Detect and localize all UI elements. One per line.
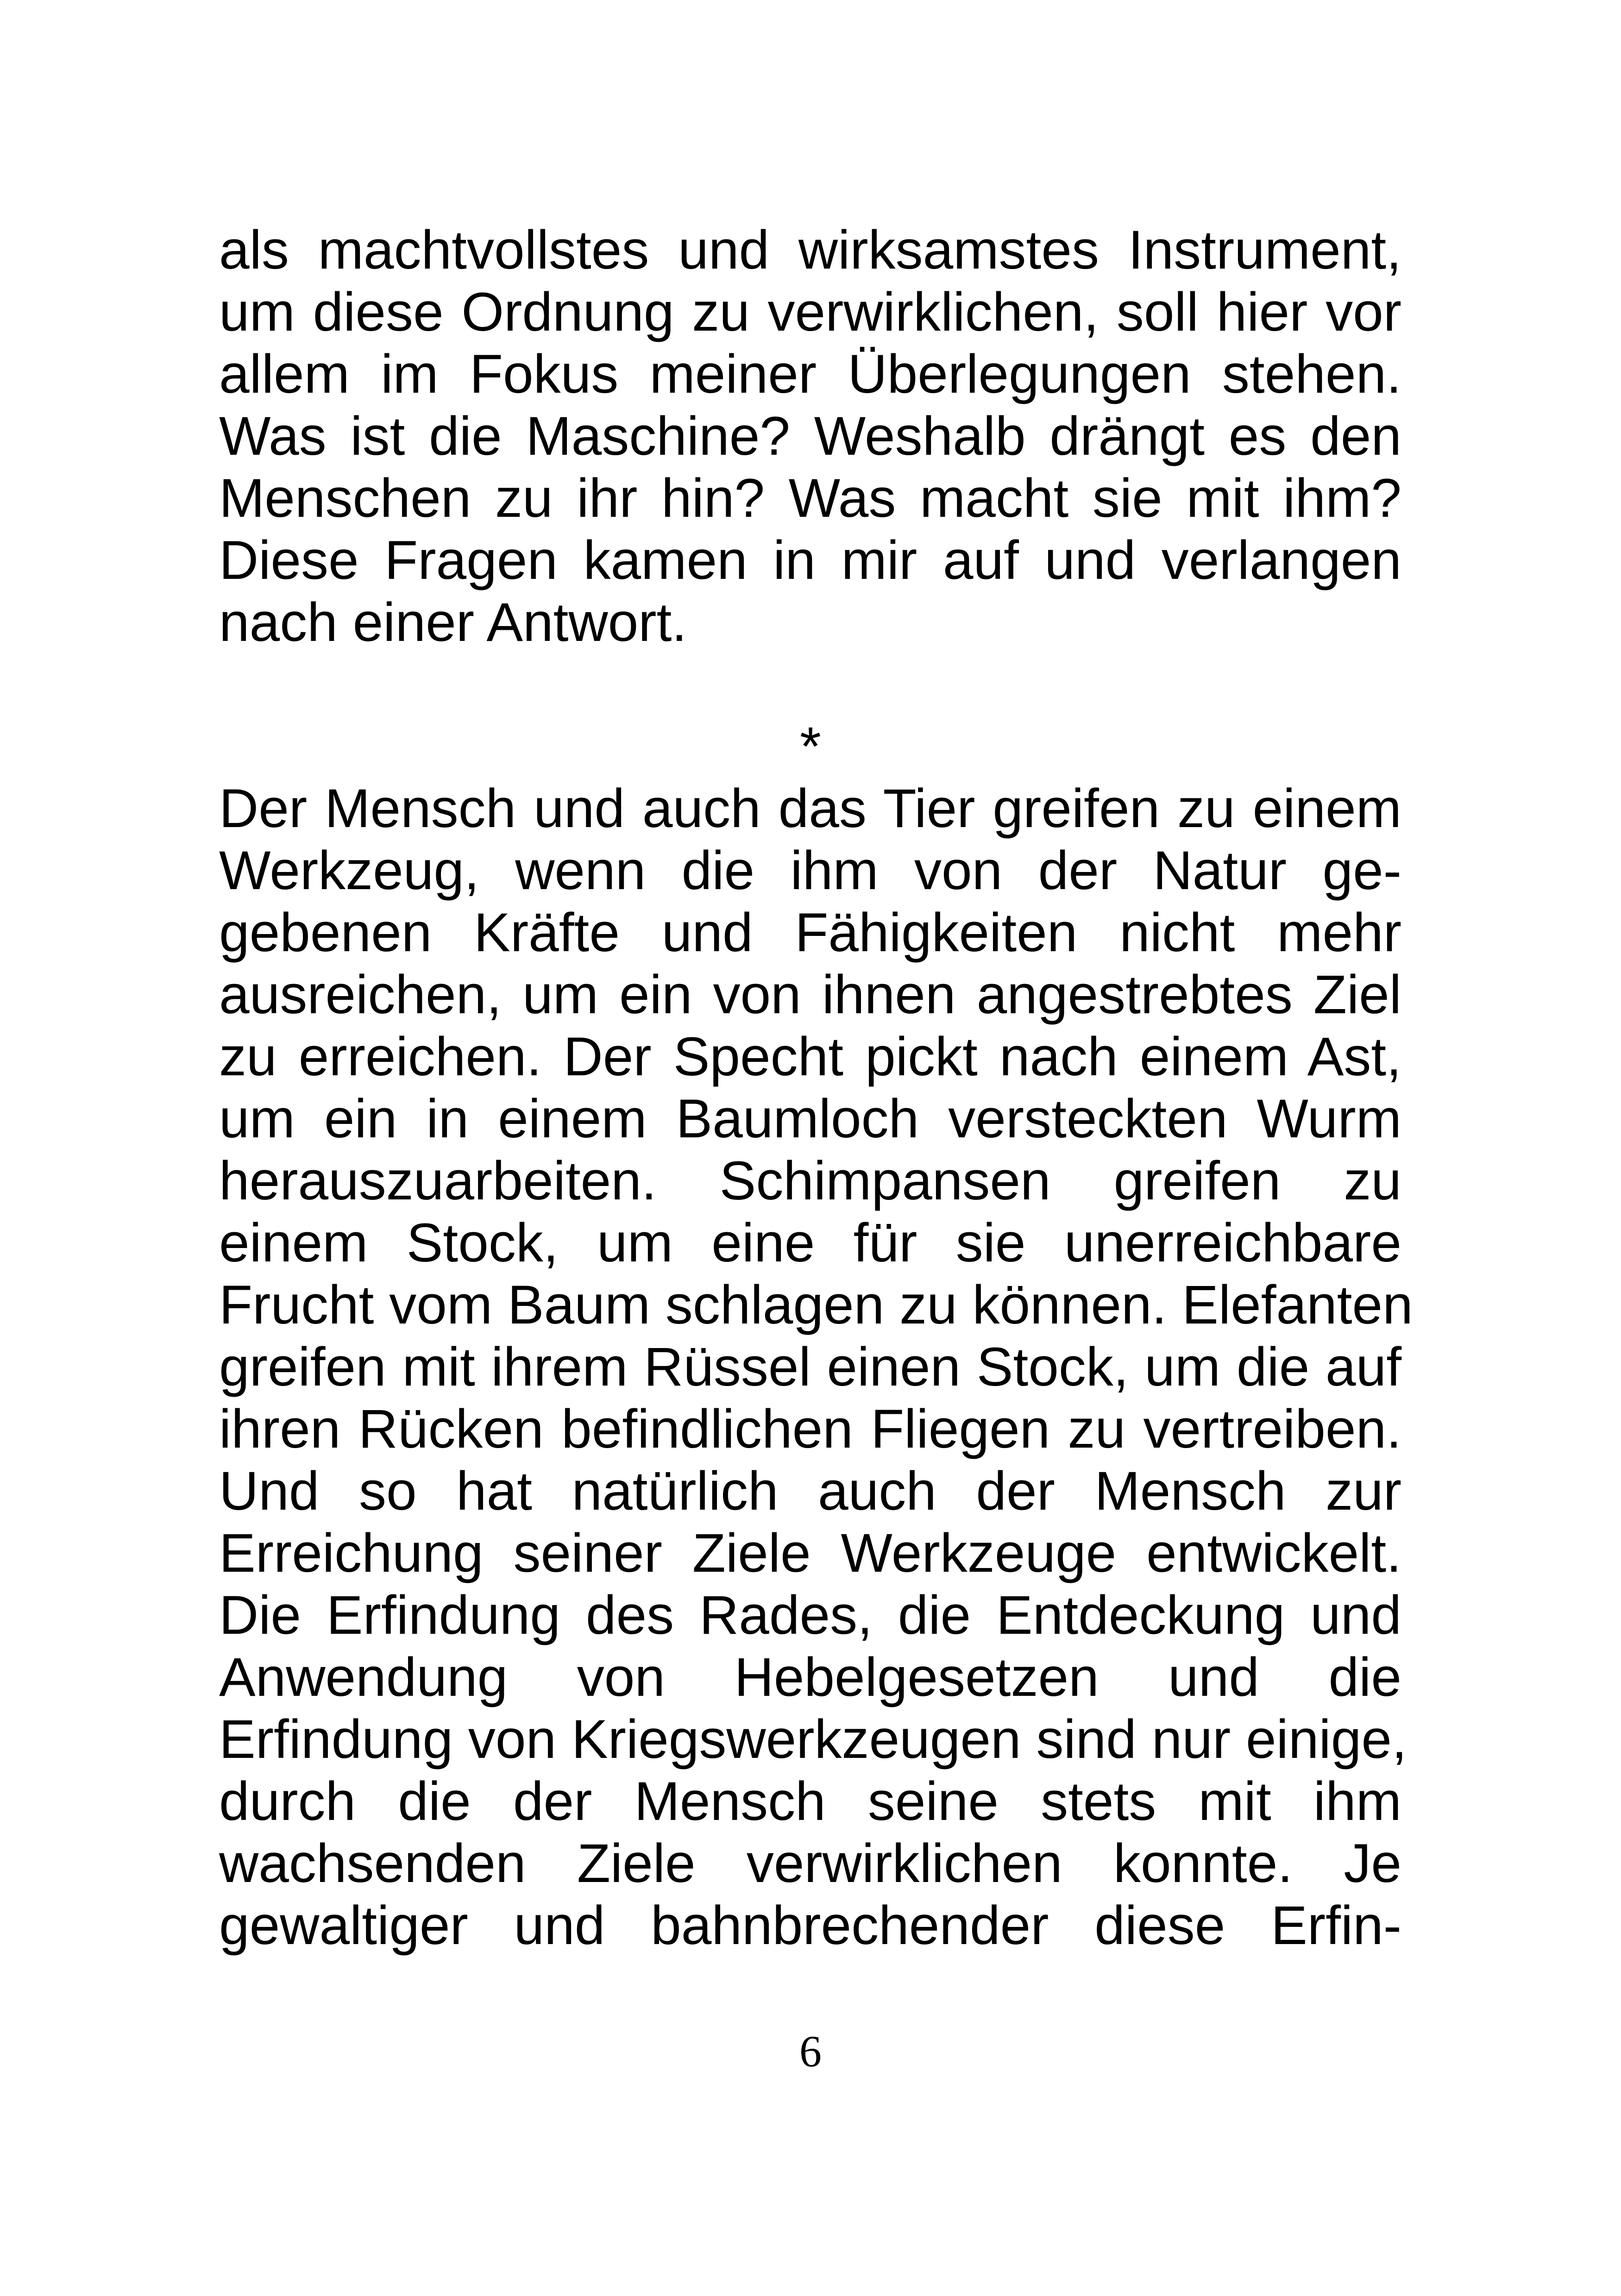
text-line: allem im Fokus meiner Überlegungen stehen. [219, 344, 1401, 405]
text-line: wachsenden Ziele verwirklichen konnte. Je [219, 1833, 1401, 1894]
paragraph-2 [219, 778, 1413, 1957]
text-line: herauszuarbeiten. Schimpansen greifen zu [219, 1150, 1401, 1211]
text-line: als machtvollstes und wirksamstes Instrument, [219, 220, 1401, 281]
text-line: um diese Ordnung zu verwirklichen, soll hier vor [219, 282, 1401, 343]
text-line: Diese Fragen kamen in mir auf und verlangen [219, 530, 1401, 591]
text-line: um ein in einem Baumloch versteckten Wurm [219, 1088, 1401, 1149]
text-line: gewaltiger und bahnbrechender diese Erfin- [219, 1895, 1401, 1956]
text-line: Die Erfindung des Rades, die Entdeckung und [219, 1585, 1401, 1646]
text-line: Erfindung von Kriegswerkzeugen sind nur einige, [219, 1709, 1407, 1770]
text-line: Der Mensch und auch das Tier greifen zu einem [219, 778, 1401, 839]
text-line: zu erreichen. Der Specht pickt nach einem Ast, [219, 1026, 1401, 1087]
text-line: ausreichen, um ein von ihnen angestrebtes Ziel [219, 964, 1401, 1025]
text-line: Und so hat natürlich auch der Mensch zur [219, 1461, 1401, 1522]
text-line: gebenen Kräfte und Fähigkeiten nicht mehr [219, 902, 1401, 963]
text-line: nach einer Antwort. [219, 592, 687, 653]
text-line: Werkzeug, wenn die ihm von der Natur ge- [219, 840, 1401, 901]
text-line: Anwendung von Hebelgesetzen und die [219, 1647, 1401, 1708]
text-line: Erreichung seiner Ziele Werkzeuge entwickelt. [219, 1523, 1401, 1584]
text-line: Frucht vom Baum schlagen zu können. Elefanten [219, 1274, 1413, 1336]
text-line: durch die der Mensch seine stets mit ihm [219, 1771, 1401, 1832]
text-line: greifen mit ihrem Rüssel einen Stock, um die auf [219, 1336, 1401, 1398]
text-line: Menschen zu ihr hin? Was macht sie mit ihm? [219, 468, 1401, 529]
text-line: Was ist die Maschine? Weshalb drängt es den [219, 406, 1401, 467]
paragraph-1 [219, 219, 1401, 653]
section-separator: * [800, 716, 821, 777]
text-line: einem Stock, um eine für sie unerreichbare [219, 1212, 1401, 1273]
page-number: 6 [799, 2026, 822, 2076]
text-line: ihren Rücken befindlichen Fliegen zu vertreiben. [219, 1399, 1401, 1460]
